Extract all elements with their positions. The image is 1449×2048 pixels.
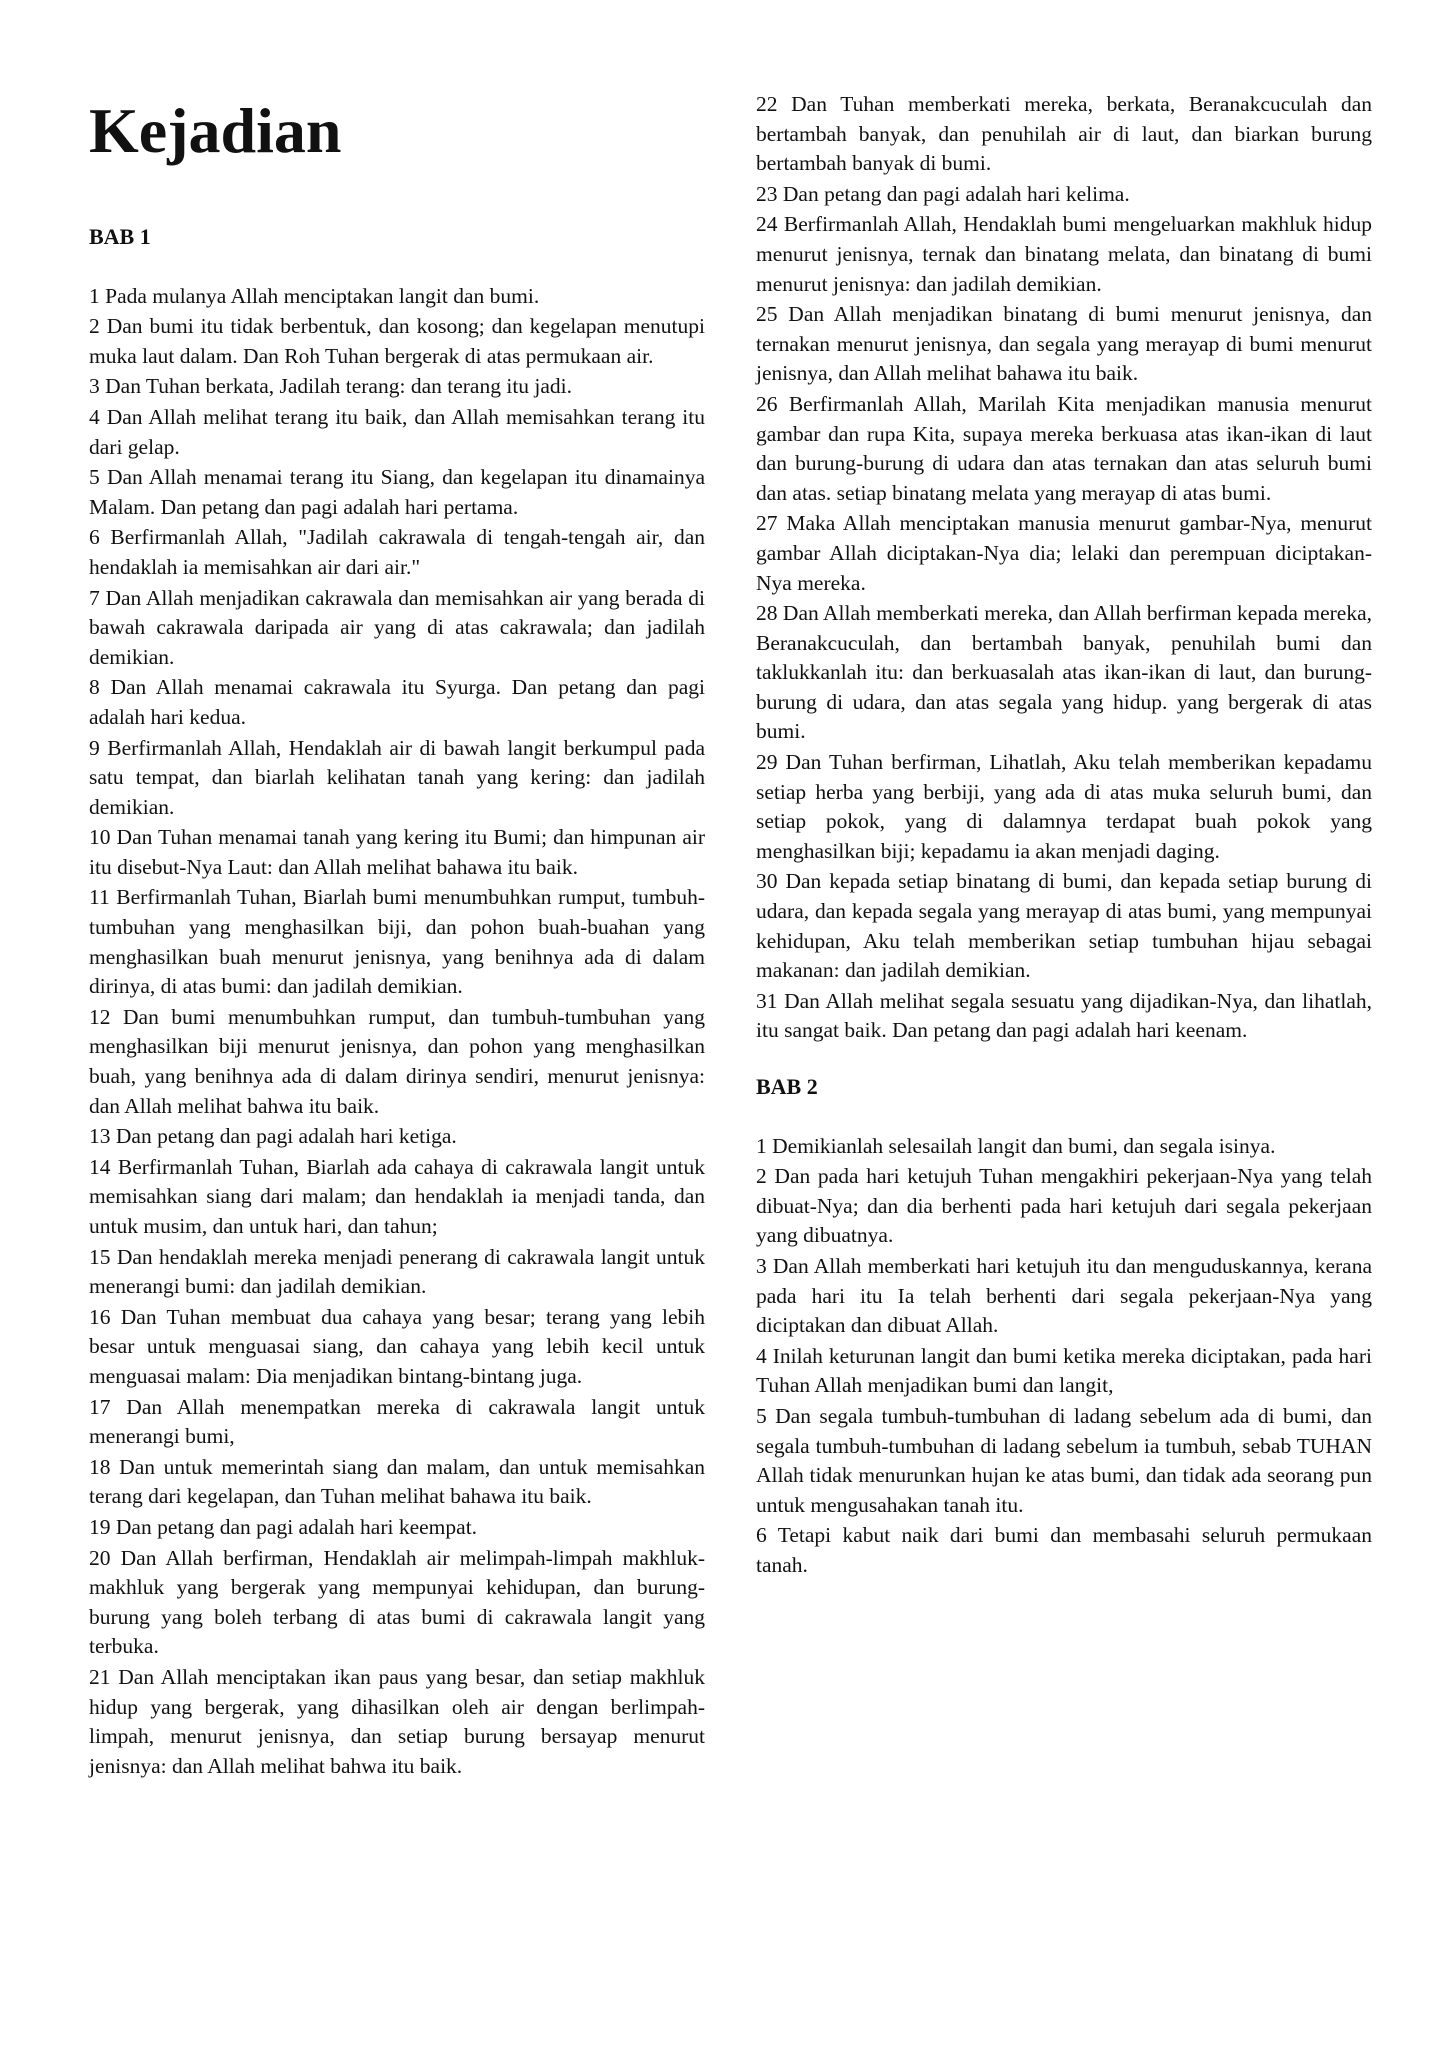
verse-2-1: 1 Demikianlah selesailah langit dan bumi, dan segala isinya. xyxy=(756,1133,1276,1158)
verse-1-11: 11 Berfirmanlah Tuhan, Biarlah bumi menumbuhkan rumput, tumbuh-tumbuhan yang menghasilkan biji, dan pohon buah-buahan yang menghasilkan buah menurut jenisnya, yang benihnya ada di dalam dirinya, di atas bumi: dan jadilah demikian. xyxy=(89,885,705,999)
verse-1-12: 12 Dan bumi menumbuhkan rumput, dan tumbuh-tumbuhan yang menghasilkan biji menurut jenisnya, dan pohon yang menghasilkan buah, yang benihnya ada di dalam dirinya sendiri, menurut jenisnya: dan Allah melihat bahwa itu baik. xyxy=(89,1004,705,1118)
verse-2-3: 3 Dan Allah memberkati hari ketujuh itu dan menguduskannya, kerana pada hari itu Ia telah berhenti dari segala pekerjaan-Nya yang diciptakan dan dibuat Allah. xyxy=(756,1253,1372,1338)
verse-1-9: 9 Berfirmanlah Allah, Hendaklah air di bawah langit berkumpul pada satu tempat, dan biarlah kelihatan tanah yang kering: dan jadilah demikian. xyxy=(89,735,705,819)
verse-1-27: 27 Maka Allah menciptakan manusia menurut gambar-Nya, menurut gambar Allah diciptakan-Nya dia; lelaki dan perempuan diciptakan-Nya mereka. xyxy=(756,511,1372,595)
verse-1-3: 3 Dan Tuhan berkata, Jadilah terang: dan terang itu jadi. xyxy=(89,374,573,399)
verse-1-5: 5 Dan Allah menamai terang itu Siang, dan kegelapan itu dinamainya Malam. Dan petang dan pagi adalah hari pertama. xyxy=(89,465,705,519)
verse-1-17: 17 Dan Allah menempatkan mereka di cakrawala langit untuk menerangi bumi, xyxy=(89,1394,705,1449)
verse-1-29: 29 Dan Tuhan berfirman, Lihatlah, Aku telah memberikan kepadamu setiap herba yang berbiji, yang ada di atas muka seluruh bumi, dan setiap pokok, yang di dalamnya terdapat buah pokok yang menghasilkan biji; kepadamu ia akan menjadi daging. xyxy=(756,750,1372,863)
verse-1-30: 30 Dan kepada setiap binatang di bumi, dan kepada setiap burung di udara, dan kepada segala yang merayap di atas bumi, yang mempunyai kehidupan, Aku telah memberikan setiap tumbuhan hijau sebagai makanan: dan jadilah demikian. xyxy=(756,869,1372,983)
verse-1-8: 8 Dan Allah menamai cakrawala itu Syurga. Dan petang dan pagi adalah hari kedua. xyxy=(89,675,705,729)
verse-2-2: 2 Dan pada hari ketujuh Tuhan mengakhiri pekerjaan-Nya yang telah dibuat-Nya; dan dia berhenti pada hari ketujuh dari segala pekerjaan yang dibuatnya. xyxy=(756,1164,1372,1248)
verse-2-5: 5 Dan segala tumbuh-tumbuhan di ladang sebelum ada di bumi, dan segala tumbuh-tumbuhan di ladang sebelum ia tumbuh, sebab TUHAN Allah tidak menurunkan hujan ke atas bumi, dan tidak ada seorang pun untuk mengusahakan tanah itu. xyxy=(756,1403,1372,1517)
verse-1-10: 10 Dan Tuhan menamai tanah yang kering itu Bumi; dan himpunan air itu disebut-Nya Laut: dan Allah melihat bahawa itu baik. xyxy=(89,825,705,879)
chapter-heading-1: BAB 1 xyxy=(89,224,151,249)
verse-1-2: 2 Dan bumi itu tidak berbentuk, dan kosong; dan kegelapan menutupi muka laut dalam. Dan Roh Tuhan bergerak di atas permukaan air. xyxy=(89,314,705,368)
book-title: Kejadian xyxy=(89,95,342,166)
verse-1-6: 6 Berfirmanlah Allah, "Jadilah cakrawala di tengah-tengah air, dan hendaklah ia memisahkan air dari air." xyxy=(89,525,705,579)
verse-1-22: 22 Dan Tuhan memberkati mereka, berkata, Beranakcuculah dan bertambah banyak, dan penuhilah air di laut, dan biarkan burung bertambah banyak di bumi. xyxy=(756,92,1372,176)
verse-1-24: 24 Berfirmanlah Allah, Hendaklah bumi mengeluarkan makhluk hidup menurut jenisnya, ternak dan binatang melata, dan binatang di bumi menurut jenisnya: dan jadilah demikian. xyxy=(756,212,1372,296)
verse-1-13: 13 Dan petang dan pagi adalah hari ketiga. xyxy=(89,1124,457,1149)
verse-2-6: 6 Tetapi kabut naik dari bumi dan membasahi seluruh permukaan tanah. xyxy=(756,1523,1372,1577)
verse-1-16: 16 Dan Tuhan membuat dua cahaya yang besar; terang yang lebih besar untuk menguasai siang, dan cahaya yang lebih kecil untuk menguasai malam: Dia menjadikan bintang-bintang juga. xyxy=(89,1304,705,1388)
verse-1-7: 7 Dan Allah menjadikan cakrawala dan memisahkan air yang berada di bawah cakrawala daripada air yang di atas cakrawala; dan jadilah demikian. xyxy=(89,585,705,669)
verse-1-25: 25 Dan Allah menjadikan binatang di bumi menurut jenisnya, dan ternakan menurut jenisnya, dan segala yang merayap di bumi menurut jenisnya, dan Allah melihat bahawa itu baik. xyxy=(756,302,1372,386)
verse-1-23: 23 Dan petang dan pagi adalah hari kelima. xyxy=(756,181,1130,206)
verse-1-31: 31 Dan Allah melihat segala sesuatu yang dijadikan-Nya, dan lihatlah, itu sangat baik. Dan petang dan pagi adalah hari keenam. xyxy=(756,988,1372,1043)
right-flow xyxy=(756,90,1372,1582)
verse-1-28: 28 Dan Allah memberkati mereka, dan Allah berfirman kepada mereka, Beranakcuculah, dan bertambah banyak, penuhilah bumi dan taklukkanlah itu: dan berkuasalah atas ikan-ikan di laut, dan burung-burung di udara, dan atas segala yang hidup. yang bergerak di atas bumi. xyxy=(756,601,1372,744)
left-flow xyxy=(89,222,705,1782)
verse-1-14: 14 Berfirmanlah Tuhan, Biarlah ada cahaya di cakrawala langit untuk memisahkan siang dari malam; dan hendaklah ia menjadi tanda, dan untuk musim, dan untuk hari, dan tahun; xyxy=(89,1154,705,1238)
verse-1-26: 26 Berfirmanlah Allah, Marilah Kita menjadikan manusia menurut gambar dan rupa Kita, supaya mereka berkuasa atas ikan-ikan di laut dan burung-burung di udara dan atas ternakan dan atas seluruh bumi dan atas. setiap binatang melata yang merayap di atas bumi. xyxy=(756,391,1372,505)
verse-1-21: 21 Dan Allah menciptakan ikan paus yang besar, dan setiap makhluk hidup yang bergerak, yang dihasilkan oleh air dengan berlimpah-limpah, menurut jenisnya, dan setiap burung bersayap menurut jenisnya: dan Allah melihat bahwa itu baik. xyxy=(89,1664,705,1778)
verse-1-20: 20 Dan Allah berfirman, Hendaklah air melimpah-limpah makhluk-makhluk yang bergerak yang mempunyai kehidupan, dan burung-burung yang boleh terbang di atas bumi di cakrawala langit yang terbuka. xyxy=(89,1545,705,1659)
verse-1-15: 15 Dan hendaklah mereka menjadi penerang di cakrawala langit untuk menerangi bumi: dan jadilah demikian. xyxy=(89,1244,705,1299)
verse-1-18: 18 Dan untuk memerintah siang dan malam, dan untuk memisahkan terang dari kegelapan, dan Tuhan melihat bahawa itu baik. xyxy=(89,1454,705,1509)
chapter-heading-2: BAB 2 xyxy=(756,1074,818,1099)
verse-1-4: 4 Dan Allah melihat terang itu baik, dan Allah memisahkan terang itu dari gelap. xyxy=(89,404,705,459)
verse-1-1: 1 Pada mulanya Allah menciptakan langit dan bumi. xyxy=(89,283,540,308)
verse-1-19: 19 Dan petang dan pagi adalah hari keempat. xyxy=(89,1514,478,1539)
verse-2-4: 4 Inilah keturunan langit dan bumi ketika mereka diciptakan, pada hari Tuhan Allah menjadikan bumi dan langit, xyxy=(756,1343,1372,1398)
